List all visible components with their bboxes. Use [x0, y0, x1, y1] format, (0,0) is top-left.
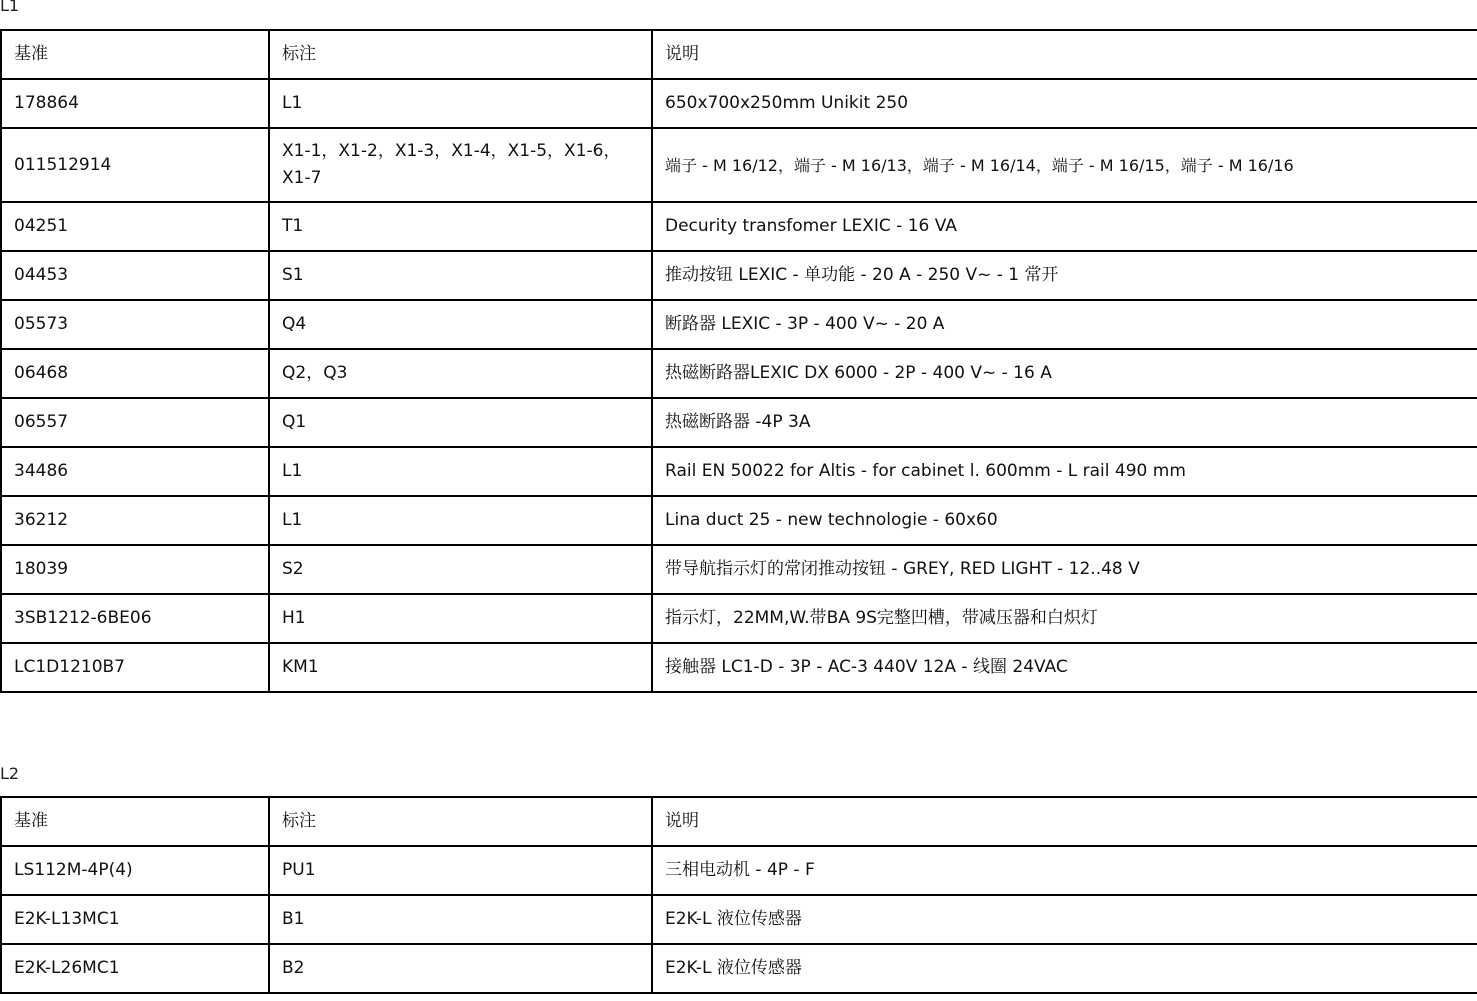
cell-reference: LC1D1210B7 [1, 643, 269, 692]
cell-description: 接触器 LC1-D - 3P - AC-3 440V 12A - 线圈 24VAC [652, 643, 1477, 692]
table-row [1, 944, 1477, 993]
table-row [1, 447, 1477, 496]
cell-marking: L1 [269, 79, 652, 128]
cell-description: E2K-L 液位传感器 [652, 895, 1477, 944]
cell-description: 热磁断路器 -4P 3A [652, 398, 1477, 447]
cell-marking: H1 [269, 594, 652, 643]
cell-reference: 05573 [1, 300, 269, 349]
cell-marking: B2 [269, 944, 652, 993]
parts-table-l1 [0, 29, 1477, 693]
cell-reference: 06468 [1, 349, 269, 398]
header-description: 说明 [652, 797, 1477, 846]
cell-marking: S2 [269, 545, 652, 594]
cell-description: Lina duct 25 - new technologie - 60x60 [652, 496, 1477, 545]
table-row [1, 128, 1477, 202]
section-label-l2: L2 [0, 764, 20, 783]
header-marking: 标注 [269, 30, 652, 79]
table-row [1, 79, 1477, 128]
cell-description: 指示灯，22MM,W.带BA 9S完整凹槽，带减压器和白炽灯 [652, 594, 1477, 643]
cell-reference: 04453 [1, 251, 269, 300]
table-header-row [1, 30, 1477, 79]
header-reference: 基准 [1, 30, 269, 79]
cell-description: 三相电动机 - 4P - F [652, 846, 1477, 895]
header-reference: 基准 [1, 797, 269, 846]
parts-table-l2 [0, 796, 1477, 994]
cell-marking: L1 [269, 496, 652, 545]
cell-reference: 011512914 [1, 128, 269, 202]
table-row [1, 398, 1477, 447]
header-description: 说明 [652, 30, 1477, 79]
cell-description: 端子 - M 16/12，端子 - M 16/13，端子 - M 16/14，端子 - M 16/15，端子 - M 16/16 [652, 128, 1477, 202]
cell-description: 热磁断路器LEXIC DX 6000 - 2P - 400 V~ - 16 A [652, 349, 1477, 398]
cell-marking: Q4 [269, 300, 652, 349]
table-row [1, 846, 1477, 895]
table-row [1, 643, 1477, 692]
cell-description: 断路器 LEXIC - 3P - 400 V~ - 20 A [652, 300, 1477, 349]
cell-reference: 04251 [1, 202, 269, 251]
header-marking: 标注 [269, 797, 652, 846]
table-row [1, 545, 1477, 594]
section-label-l1: L1 [0, 0, 20, 15]
cell-description: 带导航指示灯的常闭推动按钮 - GREY, RED LIGHT - 12..48 V [652, 545, 1477, 594]
cell-description: E2K-L 液位传感器 [652, 944, 1477, 993]
cell-reference: E2K-L13MC1 [1, 895, 269, 944]
cell-reference: 36212 [1, 496, 269, 545]
table-row [1, 594, 1477, 643]
cell-description: Decurity transfomer LEXIC - 16 VA [652, 202, 1477, 251]
table-row [1, 251, 1477, 300]
cell-reference: 178864 [1, 79, 269, 128]
cell-marking: T1 [269, 202, 652, 251]
cell-marking: KM1 [269, 643, 652, 692]
cell-marking: S1 [269, 251, 652, 300]
cell-marking: L1 [269, 447, 652, 496]
table-row [1, 349, 1477, 398]
cell-reference: LS112M-4P(4) [1, 846, 269, 895]
cell-marking: PU1 [269, 846, 652, 895]
cell-marking: Q1 [269, 398, 652, 447]
table-row [1, 895, 1477, 944]
cell-marking: B1 [269, 895, 652, 944]
cell-marking: Q2，Q3 [269, 349, 652, 398]
cell-marking: X1-1，X1-2，X1-3，X1-4，X1-5，X1-6，X1-7 [269, 128, 652, 202]
cell-reference: 18039 [1, 545, 269, 594]
table-row [1, 202, 1477, 251]
cell-description: 推动按钮 LEXIC - 单功能 - 20 A - 250 V~ - 1 常开 [652, 251, 1477, 300]
table-row [1, 300, 1477, 349]
table-header-row [1, 797, 1477, 846]
cell-reference: 3SB1212-6BE06 [1, 594, 269, 643]
cell-reference: 06557 [1, 398, 269, 447]
cell-reference: E2K-L26MC1 [1, 944, 269, 993]
cell-description: 650x700x250mm Unikit 250 [652, 79, 1477, 128]
table-row [1, 496, 1477, 545]
cell-description: Rail EN 50022 for Altis - for cabinet l. 600mm - L rail 490 mm [652, 447, 1477, 496]
cell-reference: 34486 [1, 447, 269, 496]
